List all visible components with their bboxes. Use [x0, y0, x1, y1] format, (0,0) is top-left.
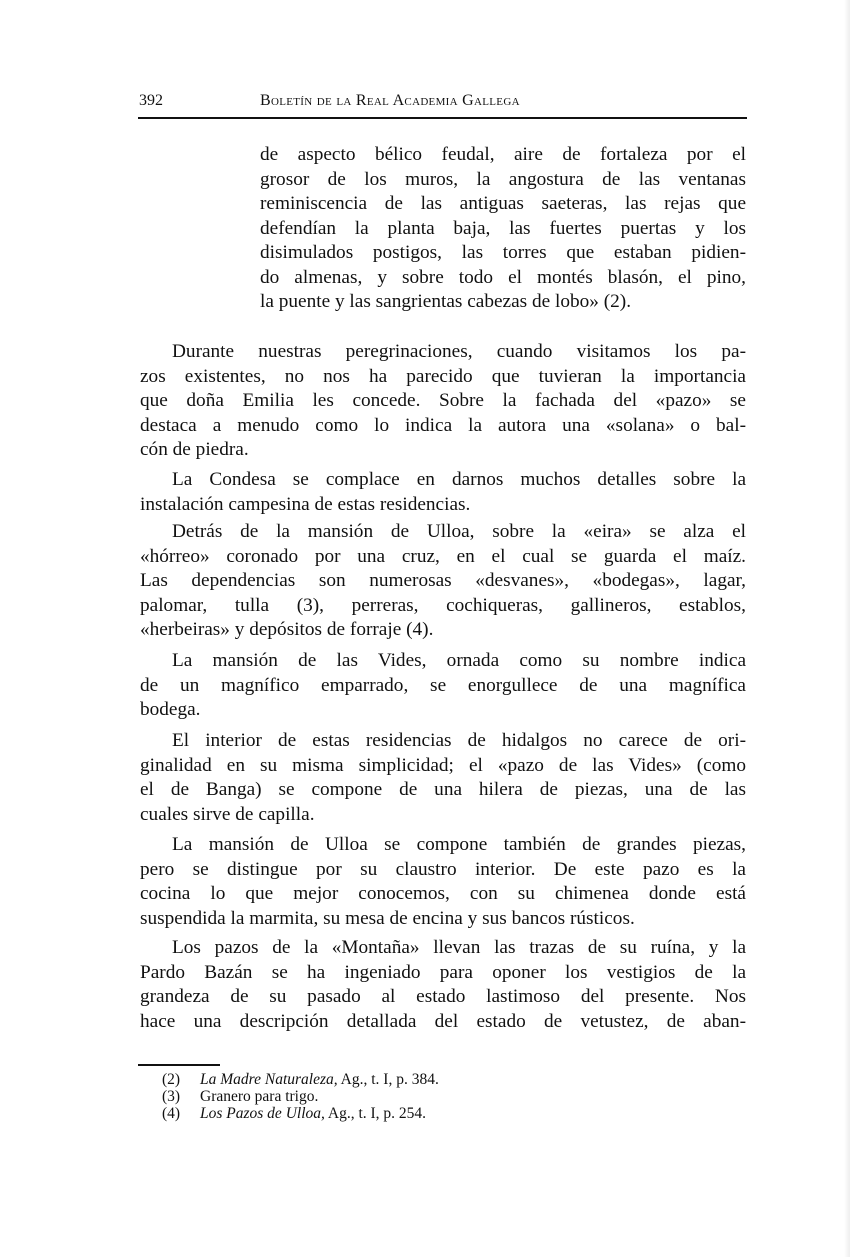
paragraph	[140, 729, 746, 827]
text-line: suspendida la marmita, su mesa de encina y sus bancos rústicos.	[140, 907, 635, 929]
footnote	[162, 1106, 426, 1123]
text-line: pero se distingue por su claustro interior. De este pazo es la	[140, 858, 746, 880]
text-line: Pardo Bazán se ha ingeniado para oponer los vestigios de la	[140, 961, 746, 983]
text-line: cuales sirve de capilla.	[140, 803, 315, 825]
text-line: la puente y las sangrientas cabezas de lobo» (2).	[260, 291, 632, 312]
text-line: Los pazos de la «Montaña» llevan las trazas de su ruína, y la	[172, 937, 746, 958]
text-line: defendían la planta baja, las fuertes puertas y los	[260, 217, 746, 239]
footnote-text: Granero para trigo.	[200, 1088, 319, 1105]
paragraph	[140, 936, 746, 1034]
text-line: La mansión de las Vides, ornada como su nombre indica	[172, 650, 746, 671]
running-head: Boletín de la Real Academia Gallega	[260, 92, 520, 109]
text-line: palomar, tulla (3), perreras, cochiqueras, gallineros, establos,	[140, 594, 746, 616]
text-line: de aspecto bélico feudal, aire de fortaleza por el	[260, 144, 746, 165]
text-line: grosor de los muros, la angostura de las ventanas	[260, 168, 746, 190]
footnote-rule	[138, 1064, 220, 1066]
paragraph	[140, 340, 746, 463]
footnote-mark: (4)	[162, 1105, 181, 1122]
text-line: La mansión de Ulloa se compone también de grandes piezas,	[172, 834, 746, 855]
text-line: reminiscencia de las antiguas saeteras, las rejas que	[260, 193, 746, 214]
header-rule	[138, 117, 747, 119]
paragraph	[140, 520, 746, 643]
footnote-title: Los Pazos de Ulloa,	[200, 1105, 325, 1122]
footnote-text: Ag., t. I, p. 384.	[337, 1071, 439, 1088]
text-line: do almenas, y sobre todo el montés blasón, el pino,	[260, 266, 746, 288]
footnote-mark: (3)	[162, 1088, 181, 1105]
text-line: disimulados postigos, las torres que estaban pidien-	[260, 242, 746, 263]
text-line: «herbeiras» y depósitos de forraje (4).	[140, 619, 434, 640]
page-number: 392	[139, 92, 163, 109]
text-line: el de Banga) se compone de una hilera de piezas, una de las	[140, 779, 746, 800]
paragraph	[140, 833, 746, 931]
block-quote	[260, 143, 746, 315]
text-line: Durante nuestras peregrinaciones, cuando visitamos los pa-	[172, 341, 746, 362]
text-line: de un magnífico emparrado, se enorgullece de una magnífica	[140, 674, 746, 696]
text-line: El interior de estas residencias de hidalgos no carece de ori-	[172, 730, 746, 751]
text-line: grandeza de su pasado al estado lastimoso del presente. Nos	[140, 986, 746, 1007]
paragraph	[140, 649, 746, 723]
text-line: cocina lo que mejor conocemos, con su chimenea donde está	[140, 883, 746, 904]
paragraph	[140, 468, 746, 517]
footnote-title: La Madre Naturaleza,	[200, 1071, 338, 1088]
text-line: Detrás de la mansión de Ulloa, sobre la «eira» se alza el	[172, 521, 746, 542]
text-line: bodega.	[140, 699, 201, 720]
text-line: instalación campesina de estas residencias.	[140, 493, 471, 515]
text-line: ginalidad en su misma simplicidad; el «pazo de las Vides» (como	[140, 754, 746, 776]
text-line: hace una descripción detallada del estado de vetustez, de aban-	[140, 1010, 746, 1032]
footnote	[162, 1072, 439, 1089]
scan-edge	[844, 0, 850, 1257]
text-line: La Condesa se complace en darnos muchos detalles sobre la	[172, 469, 746, 490]
text-line: destaca a menudo como lo indica la autora una «solana» o bal-	[140, 414, 746, 436]
text-line: cón de piedra.	[140, 439, 249, 460]
text-line: «hórreo» coronado por una cruz, en el cual se guarda el maíz.	[140, 545, 746, 567]
text-line: Las dependencias son numerosas «desvanes», «bodegas», lagar,	[140, 570, 746, 591]
footnote	[162, 1089, 318, 1106]
text-line: que doña Emilia les concede. Sobre la fachada del «pazo» se	[140, 390, 746, 411]
text-line: zos existentes, no nos ha parecido que tuvieran la importancia	[140, 365, 746, 387]
footnote-text: Ag., t. I, p. 254.	[324, 1105, 427, 1122]
footnote-mark: (2)	[162, 1071, 181, 1088]
